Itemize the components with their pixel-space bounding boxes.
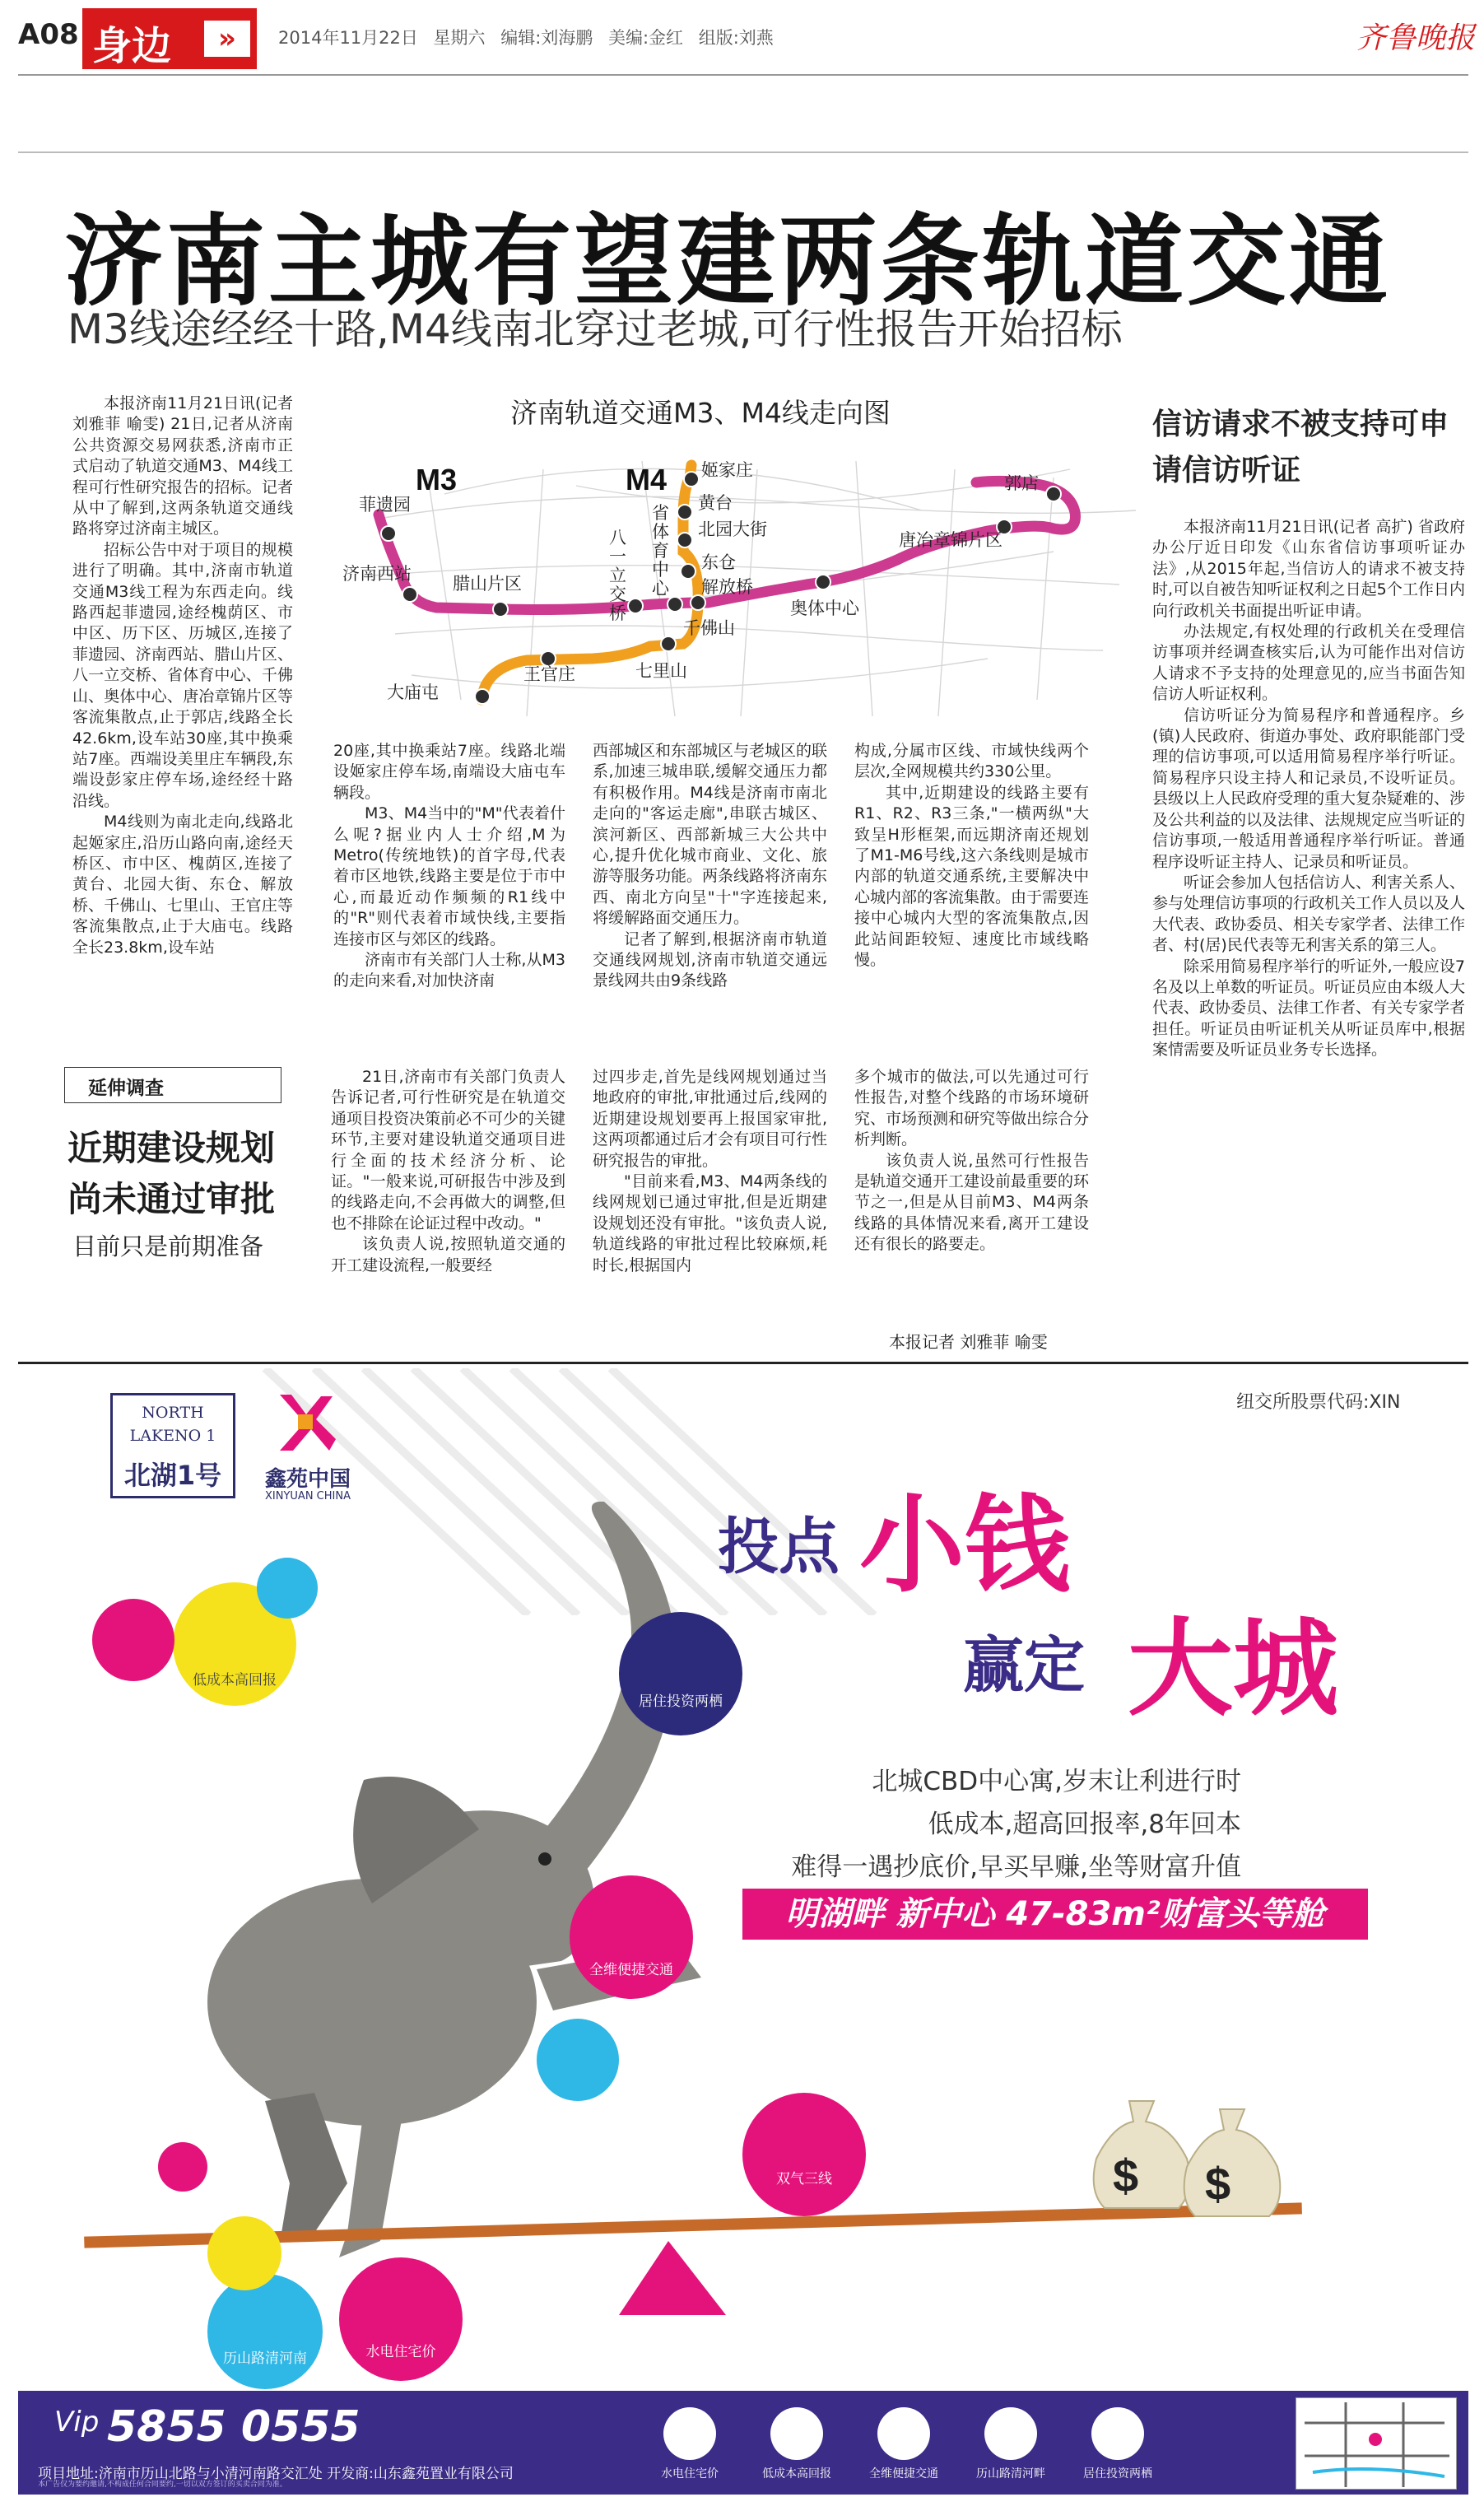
station-label: 姬家庄 [701,460,753,480]
paragraph: 除采用简易程序举行的听证外,一般应设7名及以上单数的听证员。听证员应由本级人大代表、政协委员、法律工作者、有关专家学者担任。听证员由听证机关从听证员库中,根据案情需要及听证员业务专长选择。 [1152,957,1465,1060]
station-label-char: 交 [609,585,626,604]
paragraph: 本报济南11月21日讯(记者 刘雅菲 喻雯) 21日,记者从济南公共资源交易网获悉,济南市正式启动了轨道交通M3、M4线工程可行性研究报告的招标。记者从中了解到,这两条轨道交通线路将穿过济南主城区。 [72,394,293,538]
station-label-char: 一 [609,547,626,566]
paragraph: 听证会参加人包括信访人、利害关系人、参与处理信访事项的行政机关工作人员以及人大代表、政协委员、相关专家学者、法律工作者、村(居)民代表等无利害关系的第三人。 [1152,873,1465,955]
map-title: 济南轨道交通M3、M4线走向图 [510,397,891,429]
feature-bubble [570,1875,693,1999]
dollar-sign: $ [1205,2158,1231,2210]
metro-route-map [329,387,1144,733]
divider [18,1362,1468,1364]
feature-icon [770,2407,823,2460]
feature-bubble [742,2093,866,2216]
station-label-char: 体 [652,522,669,542]
feature-label: 双气三线 [776,2171,832,2187]
station-label: 千佛山 [683,618,735,638]
paragraph: 招标公告中对于项目的规模进行了明确。其中,济南市轨道交通M3线工程为东西走向。线路西起菲遗园,途经槐荫区、市中区、历下区、历城区,连接了菲遗园、济南西站、腊山片区、八一立交桥、省体育中心、千佛山、奥体中心、唐冶章锦片区等客流集散点,止于郭店,线路全长42.6km,设车站30座,其中换乘站7座。西端设美里庄车辆段,东端设彭家庄停车场,途经经十路沿线。 [72,540,293,810]
station-label: 北园大街 [698,519,767,539]
station-label: 大庙屯 [387,682,439,702]
footer-feature-label: 水电住宅价 [661,2467,719,2481]
station-label: 解放桥 [701,577,753,597]
station-dot [475,689,490,704]
article-subhead: M3线途经经十路,M4线南北穿过老城,可行性报告开始招标 [67,305,1123,353]
real-estate-ad [18,1368,1468,2495]
paragraph: 20座,其中换乘站7座。线路北端设姬家庄停车场,南端设大庙屯车辆段。 [333,742,565,802]
station-dot [691,595,705,610]
station-dot [677,505,692,519]
slogan-part: 赢定 [963,1630,1085,1701]
station-dot [668,597,682,612]
feature-bubble [339,2257,463,2381]
station-label-char: 中 [652,560,669,580]
ad-copy-line: 北城CBD中心寓,岁末让利进行时 [872,1767,1241,1796]
vip-label: Vip [54,2406,100,2439]
footer-feature-label: 居住投资两栖 [1083,2467,1152,2481]
feature-label: 历山路清河南 [223,2350,307,2367]
article-column-3 [593,741,827,1051]
paragraph: 21日,济南市有关部门负责人告诉记者,可行性研究是在轨道交通项目投资决策前必不可少的关键环节,主要对建设轨道交通项目进行全面的技术经济分析、论证。"一般来说,可研报告中涉及到的线路走向,不会再做大的调整,但也不排除在论证过程中改动。" [331,1068,565,1232]
footer-feature [1072,2407,1164,2481]
station-dot [493,602,508,617]
decor-bubble [92,1599,174,1681]
station-label: 菲遗园 [359,495,411,515]
paragraph: 西部城区和东部城区与老城区的联系,加速三城串联,缓解交通压力都有积极作用。M4线是济南市南北走向的"客运走廊",串联古城区、滨河新区、西部新城三大公共中心,提升优化城市商业、文化、旅游等服务功能。两条线路将济南东西、南北方向呈"十"字连接起来,将缓解路面交通压力。 [593,742,827,928]
station-dot [681,564,695,579]
station-dot [628,599,643,613]
ad-banner: 明湖畔 新中心 47-83m²财富头等舱 [742,1889,1368,1940]
seesaw-fulcrum [619,2241,726,2315]
station-label: 唐冶章锦片区 [899,530,1003,550]
station-label: 腊山片区 [453,574,522,594]
footer-feature [965,2407,1057,2481]
stock-code: 纽交所股票代码:XIN [1236,1392,1401,1413]
sidebar-subhead: 目前只是前期准备 [72,1232,264,1260]
footer-feature-label: 全维便捷交通 [869,2467,938,2481]
paragraph: 其中,近期建设的线路主要有R1、R2、R3三条,"一横两纵"大致呈H形框架,而远期济南还规划了M1-M6号线,这六条线则是城市内部的轨道交通系统,主要解决中心城内部的客流集散。由于需要连接中心城内大型的客流集散点,因此站间距较短、速度比市域线略慢。 [854,783,1089,970]
header-divider [18,74,1468,76]
brand-name-en: XINYUAN CHINA [265,1490,351,1502]
station-dot [1046,487,1061,501]
station-label: 黄台 [698,493,733,513]
station-label: 七里山 [635,661,687,681]
paragraph: 本报济南11月21日讯(记者 高扩) 省政府办公厅近日印发《山东省信访事项听证办法》,从2015年起,当信访人的请求不被支持时,可以自被告知听证权利之日起5个工作日内向行政机关书面提出听证申请。 [1152,518,1465,620]
station-dot [684,472,699,487]
paragraph: M3、M4当中的"M"代表着什么呢?据业内人士介绍,M为Metro(传统地铁)的首字母,代表着市区地铁,线路主要是位于市中心,而最近动作频频的R1线中的"R"则代表着市域快线,主要指连接市区与郊区的线路。 [333,804,565,948]
paragraph: 过四步走,首先是线网规划通过当地政府的审批,审批通过后,线网的近期建设规划要再上报国家审批,这两项都通过后才会有项目可行性研究报告的审批。 [593,1068,827,1170]
section-badge [82,8,257,69]
project-address: 项目地址:济南市历山北路与小清河南路交汇处 开发商:山东鑫苑置业有限公司 [38,2466,514,2482]
feature-label: 低成本高回报 [193,1672,277,1689]
feature-icon [877,2407,930,2460]
article-column-2 [333,741,565,1051]
station-dot [661,636,676,651]
paragraph: 记者了解到,根据济南市轨道交通线网规划,济南市轨道交通远景线网共由9条线路 [593,929,827,990]
feature-icon [663,2407,716,2460]
paper-logo: 齐鲁晚报 [1356,21,1476,55]
footer-feature [751,2407,843,2481]
footer-feature [858,2407,950,2481]
station-label-char: 立 [609,566,626,585]
section-tag [64,1067,281,1103]
page-number: A08 [18,18,79,51]
m3-label: M3 [416,463,458,496]
station-label: 济南西站 [342,564,412,584]
map-canvas [329,387,1144,733]
decor-bubble [158,2142,207,2192]
article-column-7 [593,1067,827,1350]
decor-bubble [257,1558,318,1619]
station-label-char: 八 [609,528,626,547]
footer-feature-label: 历山路清河畔 [976,2467,1045,2481]
feature-label: 水电住宅价 [365,2344,436,2360]
location-map-icon [1296,2398,1458,2490]
chevron-right-icon: » [204,21,250,57]
clock-icon [537,2019,619,2101]
feature-label: 全维便捷交通 [589,1962,673,1978]
station-label: 东仓 [701,552,736,572]
feature-label: 居住投资两栖 [639,1693,723,1710]
station-label: 王官庄 [523,664,575,684]
article-column-6 [331,1067,565,1350]
paragraph: 济南市有关部门人士称,从M3的走向来看,对加快济南 [333,951,565,990]
feature-bubble [207,2274,323,2389]
paragraph: 该负责人说,按照轨道交通的开工建设流程,一般要经 [331,1235,565,1274]
station-label: 奥体中心 [790,599,859,618]
station-dot [381,526,396,541]
feature-icon [1091,2407,1144,2460]
paragraph: 该负责人说,虽然可行性报告是轨道交通开工建设前最重要的环节之一,但是从目前M3、M4两条线路的具体情况来看,离开工建设还有很长的路要走。 [854,1151,1089,1254]
ad-copy-line: 难得一遇抄底价,早买早赚,坐等财富升值 [791,1852,1241,1882]
byline: 本报记者 刘雅菲 喻雯 [889,1332,1048,1352]
station-label-char: 育 [652,541,669,561]
station-label-char: 桥 [609,603,626,623]
side-story-body [1152,517,1465,1349]
station-label-char: 省 [652,503,669,523]
footer-feature [644,2407,736,2481]
article-column-4 [854,741,1089,1051]
section-label: 身边 [92,23,172,69]
paragraph: 构成,分属市区线、市域快线两个层次,全网规模共约330公里。 [854,742,1089,781]
brand-name: 鑫苑中国 [265,1467,351,1492]
m4-label: M4 [626,463,668,496]
decor-bubble [207,2216,281,2290]
paragraph: M4线则为南北走向,线路北起姬家庄,沿历山路向南,途经天桥区、市中区、槐荫区,连接了黄台、北园大街、东仓、解放桥、千佛山、七里山、王官庄等客流集散点,止于大庙屯。线路全长23.8km,设车站 [72,813,293,957]
dollar-sign: $ [1113,2150,1139,2201]
logo-line: NORTH [142,1404,204,1422]
station-dot [677,533,692,547]
station-dot [402,587,417,602]
logo-line: LAKENO 1 [129,1427,216,1445]
logo-line: 北湖1号 [123,1460,222,1491]
divider [18,151,1468,153]
article-column-8 [854,1067,1089,1350]
paragraph: "目前来看,M3、M4两条线的线网规划已通过审批,但是近期建设规划还没有审批。"该负责人说,轨道线路的审批过程比较麻烦,耗时长,根据国内 [593,1172,827,1274]
slogan-part: 投点 [718,1512,840,1582]
section-tag-label: 延伸调查 [88,1078,164,1099]
hotline-number[interactable]: 5855 0555 [107,2402,361,2452]
station-label-char: 心 [652,579,669,599]
paragraph: 多个城市的做法,可以先通过可行性报告,对整个线路的市场环境研究、市场预测和研究等做出综合分析判断。 [854,1068,1089,1149]
issue-meta: 2014年11月22日 星期六 编辑:刘海鹏 美编:金红 组版:刘燕 [278,28,774,48]
ad-copy-line: 低成本,超高回报率,8年回本 [928,1810,1241,1839]
paragraph: 办法规定,有权处理的行政机关在受理信访事项并经调查核实后,认为可能作出对信访人请求不予支持的处理意见的,应当书面告知信访人听证权利。 [1152,622,1465,704]
paragraph: 信访听证分为简易程序和普通程序。乡(镇)人民政府、街道办事处、政府职能部门受理的信访事项,可以适用简易程序举行听证。简易程序只设主持人和记录员,不设听证员。县级以上人民政府受理的重大复杂疑难的、涉及公共利益的以及法律、法规规定应当听证的信访事项,一般适用普通程序举行听证。普通程序设听证主持人、记录员和听证员。 [1152,706,1465,871]
article-column-1 [72,394,293,1059]
article-headline: 济南主城有望建两条轨道交通 [64,205,1391,319]
feature-bubble [619,1612,742,1735]
slogan-part: 大城 [1128,1608,1339,1731]
slogan-part: 小钱 [859,1484,1071,1607]
disclaimer: 本广告仅为要约邀请,不构成任何合同要约,一切以双方签订的买卖合同为准。 [38,2481,287,2489]
feature-icon [984,2407,1037,2460]
ad-footer [18,2391,1468,2495]
side-story-headline: 信访请求不被支持可申请信访听证 [1152,408,1449,487]
location-map [1296,2397,1457,2490]
station-label: 郭店 [1004,473,1039,493]
footer-feature-label: 低成本高回报 [762,2467,831,2481]
station-dot [816,575,830,589]
sidebar-headline: 近期建设规划尚未通过审批 [67,1128,276,1219]
